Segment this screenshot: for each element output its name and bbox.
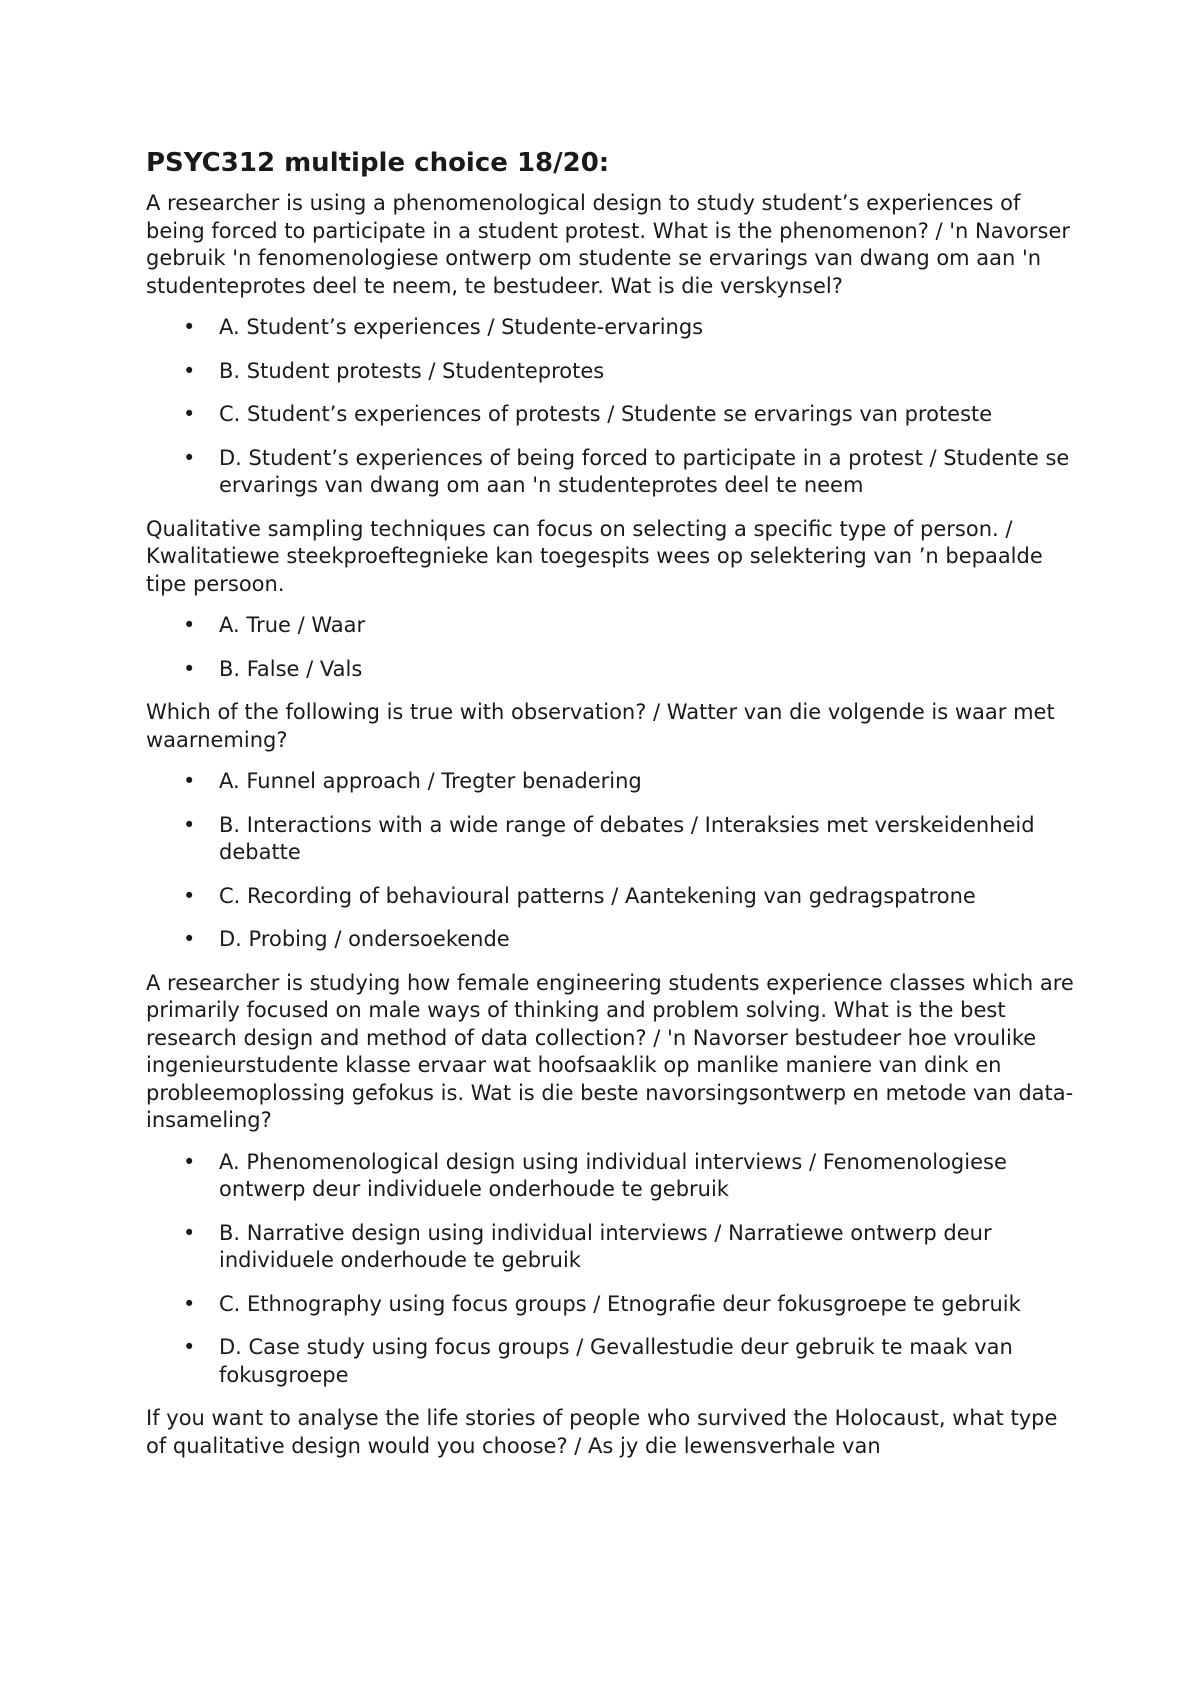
bullet-icon: • — [183, 1220, 196, 1245]
bullet-icon: • — [183, 1291, 196, 1316]
answer-option — [146, 1220, 1076, 1275]
option-text: D. Student’s experiences of being forced to participate in a protest / Studente se ervarings van dwang om aan 'n studenteprotes deel te neem — [219, 445, 1070, 497]
answer-option — [146, 314, 1076, 342]
question-block-2 — [146, 516, 1076, 684]
answer-option — [146, 926, 1076, 954]
option-text: A. Phenomenological design using individual interviews / Fenomenologiese ontwerp deur individuele onderhoude te gebruik — [219, 1149, 1007, 1201]
option-text: C. Ethnography using focus groups / Etnografie deur fokusgroepe te gebruik — [219, 1291, 1021, 1316]
answer-option — [146, 1149, 1076, 1204]
bullet-icon: • — [183, 1149, 196, 1174]
bullet-icon: • — [183, 445, 196, 470]
option-text: B. Student protests / Studenteprotes — [219, 358, 605, 383]
option-text: C. Student’s experiences of protests / Studente se ervarings van proteste — [219, 402, 993, 426]
bullet-icon: • — [183, 402, 196, 426]
question-block-1 — [146, 190, 1076, 500]
bullet-icon: • — [183, 883, 196, 908]
answer-option — [146, 358, 1076, 386]
option-text: A. Funnel approach / Tregter benadering — [219, 769, 642, 793]
bullet-icon: • — [183, 656, 196, 681]
question-text: A researcher is using a phenomenological design to study student’s experiences of being forced to participate in a student protest. What is the phenomenon? / 'n Navorser gebruik 'n fenomenologiese ontwerp om studente se ervarings van dwang om aan 'n studenteprotes deel te neem, te bestudeer. Wat is die verskynsel? — [146, 191, 1071, 298]
option-text: B. Narrative design using individual interviews / Narratiewe ontwerp deur individuele onderhoude te gebruik — [219, 1220, 992, 1272]
option-text: A. True / Waar — [219, 613, 366, 637]
option-text: C. Recording of behavioural patterns / Aantekening van gedragspatrone — [219, 883, 976, 908]
answer-option — [146, 401, 1076, 429]
option-text: B. Interactions with a wide range of debates / Interaksies met verskeidenheid debatte — [219, 812, 1035, 864]
question-text: A researcher is studying how female engineering students experience classes which are primarily focused on male ways of thinking and problem solving. What is the best research design and method of data collection? / 'n Navorser bestudeer hoe vroulike ingenieurstudente klasse ervaar wat hoofsaaklik op manlike maniere van dink en probleemoplossing gefokus is. Wat is die beste navorsingsontwerp en metode van data-insameling? — [146, 970, 1074, 1132]
answer-option — [146, 883, 1076, 911]
answer-option — [146, 612, 1076, 640]
answer-option — [146, 445, 1076, 500]
option-text: A. Student’s experiences / Studente-ervarings — [219, 315, 704, 339]
answer-option — [146, 768, 1076, 796]
bullet-icon: • — [183, 769, 196, 793]
question-text: Which of the following is true with observation? / Watter van die volgende is waar met waarneming? — [146, 700, 1055, 752]
question-block-4 — [146, 970, 1076, 1390]
answer-options — [146, 768, 1076, 954]
answer-option — [146, 1291, 1076, 1319]
question-text: If you want to analyse the life stories of people who survived the Holocaust, what type of qualitative design would you choose? / As jy die lewensverhale van — [146, 1406, 1058, 1458]
bullet-icon: • — [183, 812, 196, 837]
answer-option — [146, 812, 1076, 867]
question-text: Qualitative sampling techniques can focus on selecting a specific type of person. / Kwalitatiewe steekproeftegnieke kan toegespits wees op selektering van ’n bepaalde tipe persoon. — [146, 516, 1043, 596]
answer-options — [146, 314, 1076, 500]
bullet-icon: • — [183, 315, 196, 339]
answer-option — [146, 656, 1076, 684]
bullet-icon: • — [183, 1335, 196, 1359]
answer-options — [146, 612, 1076, 683]
option-text: D. Case study using focus groups / Gevallestudie deur gebruik te maak van fokusgroepe — [219, 1335, 1013, 1387]
document-page — [146, 146, 1076, 1474]
question-block-3 — [146, 699, 1076, 954]
bullet-icon: • — [183, 613, 196, 637]
bullet-icon: • — [183, 358, 196, 383]
document-title: PSYC312 multiple choice 18/20: — [146, 148, 610, 178]
bullet-icon: • — [183, 927, 196, 951]
option-text: B. False / Vals — [219, 656, 363, 681]
answer-options — [146, 1149, 1076, 1390]
answer-option — [146, 1334, 1076, 1389]
option-text: D. Probing / ondersoekende — [219, 927, 510, 951]
question-block-5 — [146, 1405, 1076, 1460]
